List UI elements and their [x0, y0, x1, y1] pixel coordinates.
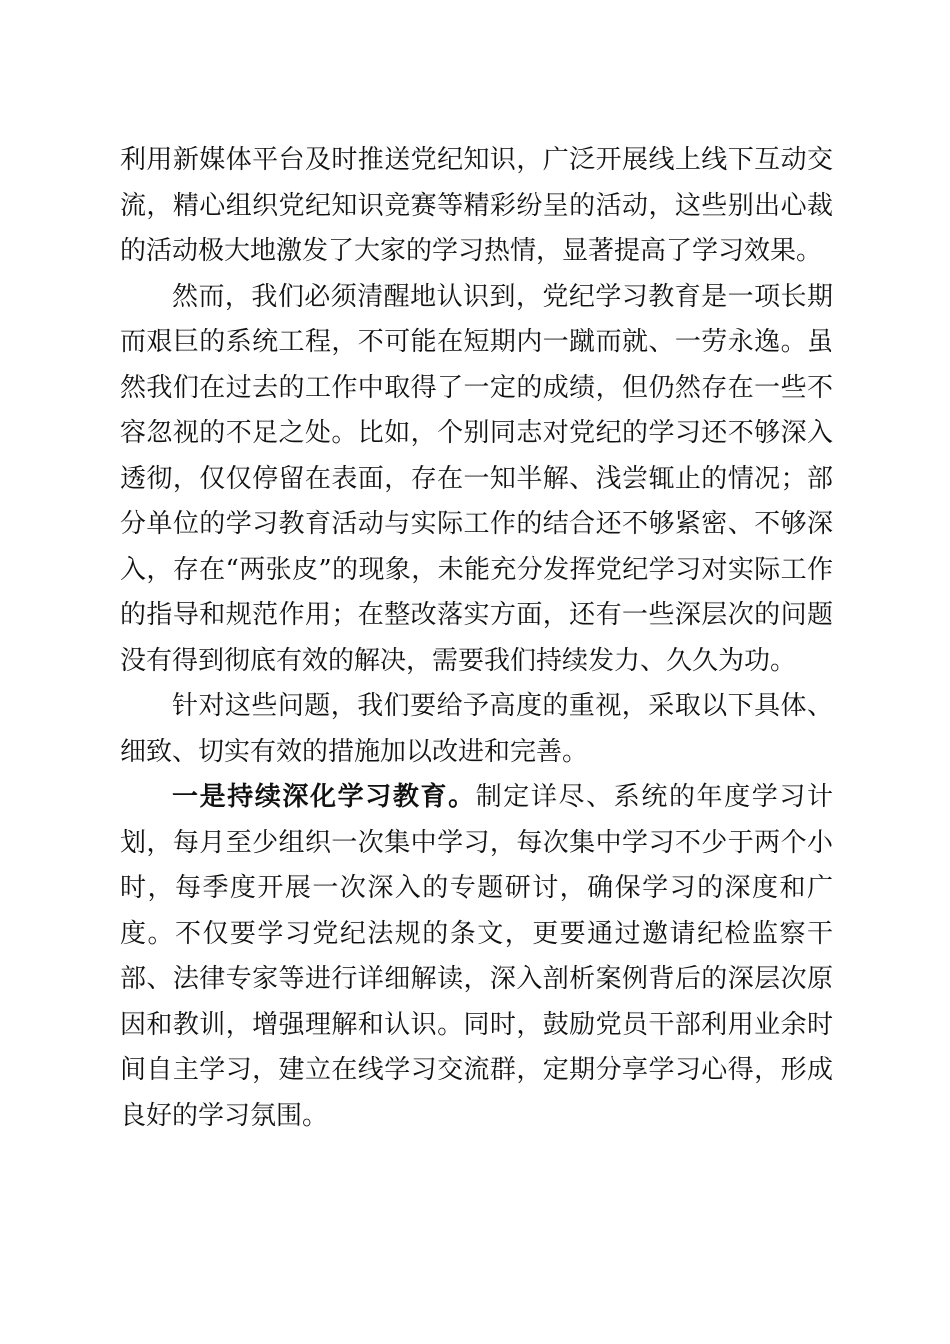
measure-one-heading: 一是持续深化学习教育。: [172, 782, 476, 812]
measure-one-text: 制定详尽、系统的年度学习计划，每月至少组织一次集中学习，每次集中学习不少于两个小时，每季度开展一次深入的专题研讨，确保学习的深度和广度。不仅要学习党纪法规的条文，更要通过邀请纪检监察干部、法律专家等进行详细解读，深入剖析案例背后的深层次原因和教训，增强理解和认识。同时，鼓励党员干部利用业余时间自主学习，建立在线学习交流群，定期分享学习心得，形成良好的学习氛围。: [120, 782, 833, 1131]
paragraph-shortcomings: 然而，我们必须清醒地认识到，党纪学习教育是一项长期而艰巨的系统工程，不可能在短期内一蹴而就、一劳永逸。虽然我们在过去的工作中取得了一定的成绩，但仍然存在一些不容忽视的不足之处。比如，个别同志对党纪的学习还不够深入透彻，仅仅停留在表面，存在一知半解、浅尝辄止的情况；部分单位的学习教育活动与实际工作的结合还不够紧密、不够深入，存在“两张皮”的现象，未能充分发挥党纪学习对实际工作的指导和规范作用；在整改落实方面，还有一些深层次的问题没有得到彻底有效的解决，需要我们持续发力、久久为功。: [120, 281, 833, 676]
paragraph-measure-one: [120, 775, 833, 1139]
paragraph-measures-intro: 针对这些问题，我们要给予高度的重视，采取以下具体、细致、切实有效的措施加以改进和完善。: [120, 691, 833, 767]
paragraph-continued: 利用新媒体平台及时推送党纪知识，广泛开展线上线下互动交流，精心组织党纪知识竞赛等精彩纷呈的活动，这些别出心裁的活动极大地激发了大家的学习热情，显著提高了学习效果。: [120, 145, 833, 266]
document-body: [120, 138, 833, 1139]
